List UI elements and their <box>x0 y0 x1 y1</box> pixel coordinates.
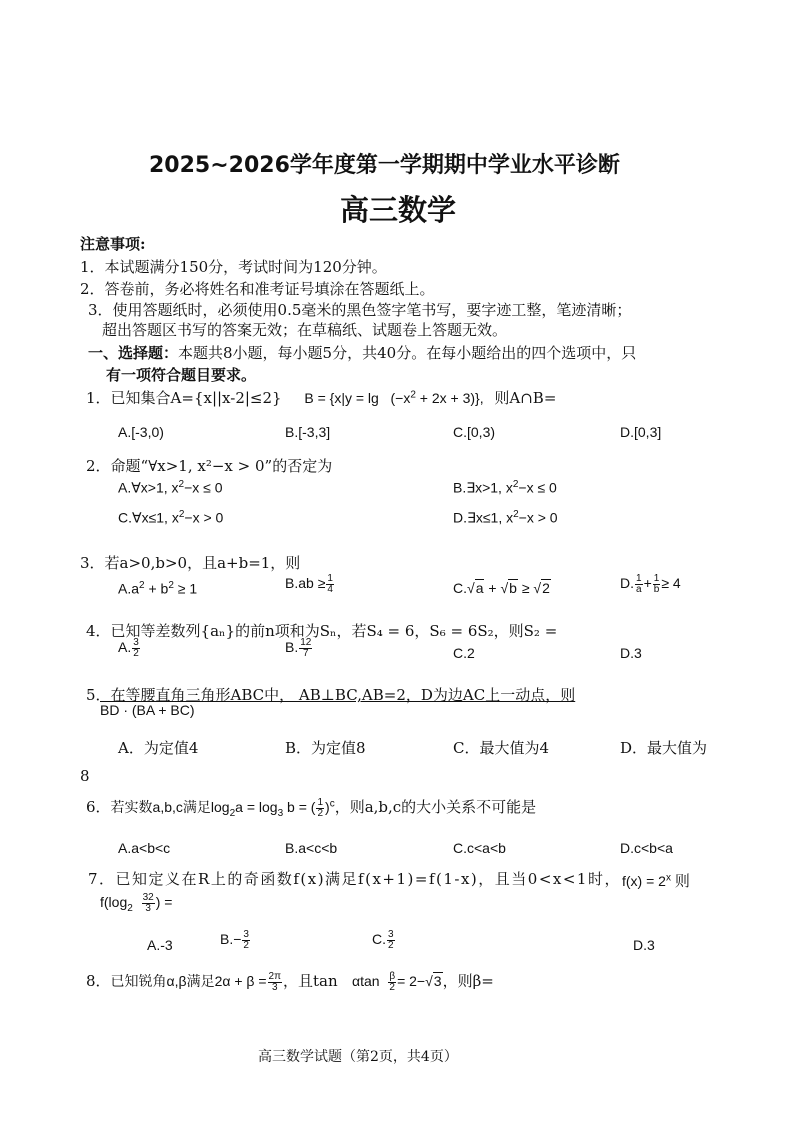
notes-heading: 注意事项: <box>80 235 146 253</box>
note-item: 1．本试题满分150分，考试时间为120分钟。 <box>80 258 387 276</box>
q7-expression: $f(\log_2$ $\frac{32}{3}$ ) = <box>100 892 173 914</box>
q1-option-b: B.[-3,3] <box>285 424 331 440</box>
q7-stem-function: $f(x) = 2^x$ 则 <box>622 872 690 890</box>
q3-option-d: D. $\frac{1}{a}$ + $\frac{1}{b}$ ≥ 4 <box>620 573 681 595</box>
question-7-stem: 7．已知定义在R上的奇函数f(x)满足f(x+1)=f(1-x)，且当0<x<1时， <box>88 870 621 888</box>
q5-option-d-tail: 8 <box>80 767 90 785</box>
q3-option-c: C.√a + √b ≥ √2 <box>453 580 550 596</box>
q6-option-a: A.a<b<c <box>118 840 171 856</box>
q6-option-b: B.a<c<b <box>285 840 338 856</box>
q1-option-a: A.[-3,0) <box>118 424 164 440</box>
q6-option-c: C.c<a<b <box>453 840 506 856</box>
q2-option-d: D.∃x≤1, $x^2-x > 0$ <box>453 509 558 526</box>
q3-option-a: $A.a^2 + b^2 \ge 1$ <box>118 580 198 597</box>
q7-option-b: B.− $\frac{3}{2}$ <box>220 929 249 951</box>
note-item: 超出答题区书写的答案无效；在草稿纸、试题卷上答题无效。 <box>102 321 508 339</box>
question-4-stem: 4．已知等差数列{aₙ}的前n项和为Sₙ，若S₄ = 6，S₆ = 6S₂，则S₂ = <box>86 622 558 640</box>
note-item: 2．答卷前，务必将姓名和准考证号填涂在答题纸上。 <box>80 280 435 298</box>
q2-option-b: B.∃x>1, $x^2-x \le 0$ <box>453 479 557 496</box>
question-1-stem: 1．已知集合A={x||x-2|≤2} B = {x|y = lg $(-x^2 + 2x + 3)$}, 则A∩B= <box>86 389 557 407</box>
q5-option-a: A．为定值4 <box>118 739 199 757</box>
question-2-stem: 2．命题“∀x>1, x²−x > 0”的否定为 <box>86 457 333 475</box>
section-desc: 本题共8小题，每小题5分，共40分。在每小题给出的四个选项中，只 <box>178 344 637 362</box>
q5-option-d: D．最大值为 <box>620 739 708 757</box>
q1-option-d: D.[0,3] <box>620 424 662 440</box>
q5-vector-expression: BD · (BA + BC) <box>100 702 195 718</box>
q6-option-d: D.c<b<a <box>620 840 673 856</box>
q4-option-b: B. $\frac{12}{7}$ <box>285 637 312 659</box>
section-heading <box>88 342 636 363</box>
q7-option-d: D.3 <box>633 937 655 953</box>
section-desc-2: 有一项符合题目要求。 <box>106 366 257 384</box>
q2-option-c: C.∀x≤1, $x^2-x > 0$ <box>118 509 224 526</box>
exam-title: 2025~2026学年度第一学期期中学业水平诊断 <box>149 153 620 178</box>
question-5-stem: 5．在等腰直角三角形ABC中， AB⊥BC,AB=2，D为边AC上一动点，则 <box>86 686 576 704</box>
q7-option-c: C. $\frac{3}{2}$ <box>372 929 394 951</box>
q4-option-c: C.2 <box>453 645 475 661</box>
section-label: 一、选择题： <box>88 344 179 362</box>
page-footer: 高三数学试题（第2页，共4页） <box>258 1049 458 1065</box>
question-6-stem: 6．若实数a,b,c满足$\log_2a = \log_3 b$ = ( $\frac{1}{2}$ )$^c$，则a,b,c的大小关系不可能是 <box>86 796 537 819</box>
q5-option-b: B．为定值8 <box>285 739 366 757</box>
question-8-stem: 8．已知锐角α,β满足2α + β = $\frac{2\pi}{3}$ ，且tan αtan $\frac{\beta}{2}$ = 2−√3，则β= <box>86 970 494 993</box>
q7-option-a: A.-3 <box>147 937 173 953</box>
subject-title: 高三数学 <box>340 193 457 227</box>
question-3-stem: 3．若a>0,b>0，且a+b=1，则 <box>80 554 301 572</box>
q2-option-a: A.∀x>1, $x^2-x \le 0$ <box>118 479 223 496</box>
note-item: 3．使用答题纸时，必须使用0.5毫米的黑色签字笔书写，要字迹工整，笔迹清晰； <box>88 301 632 319</box>
q4-option-a: A. $\frac{3}{2}$ <box>118 637 139 659</box>
q1-option-c: C.[0,3) <box>453 424 496 440</box>
q5-option-c: C．最大值为4 <box>453 739 550 757</box>
q4-option-d: D.3 <box>620 645 642 661</box>
q3-option-b: B.ab ≥ $\frac{1}{4}$ <box>285 573 333 595</box>
